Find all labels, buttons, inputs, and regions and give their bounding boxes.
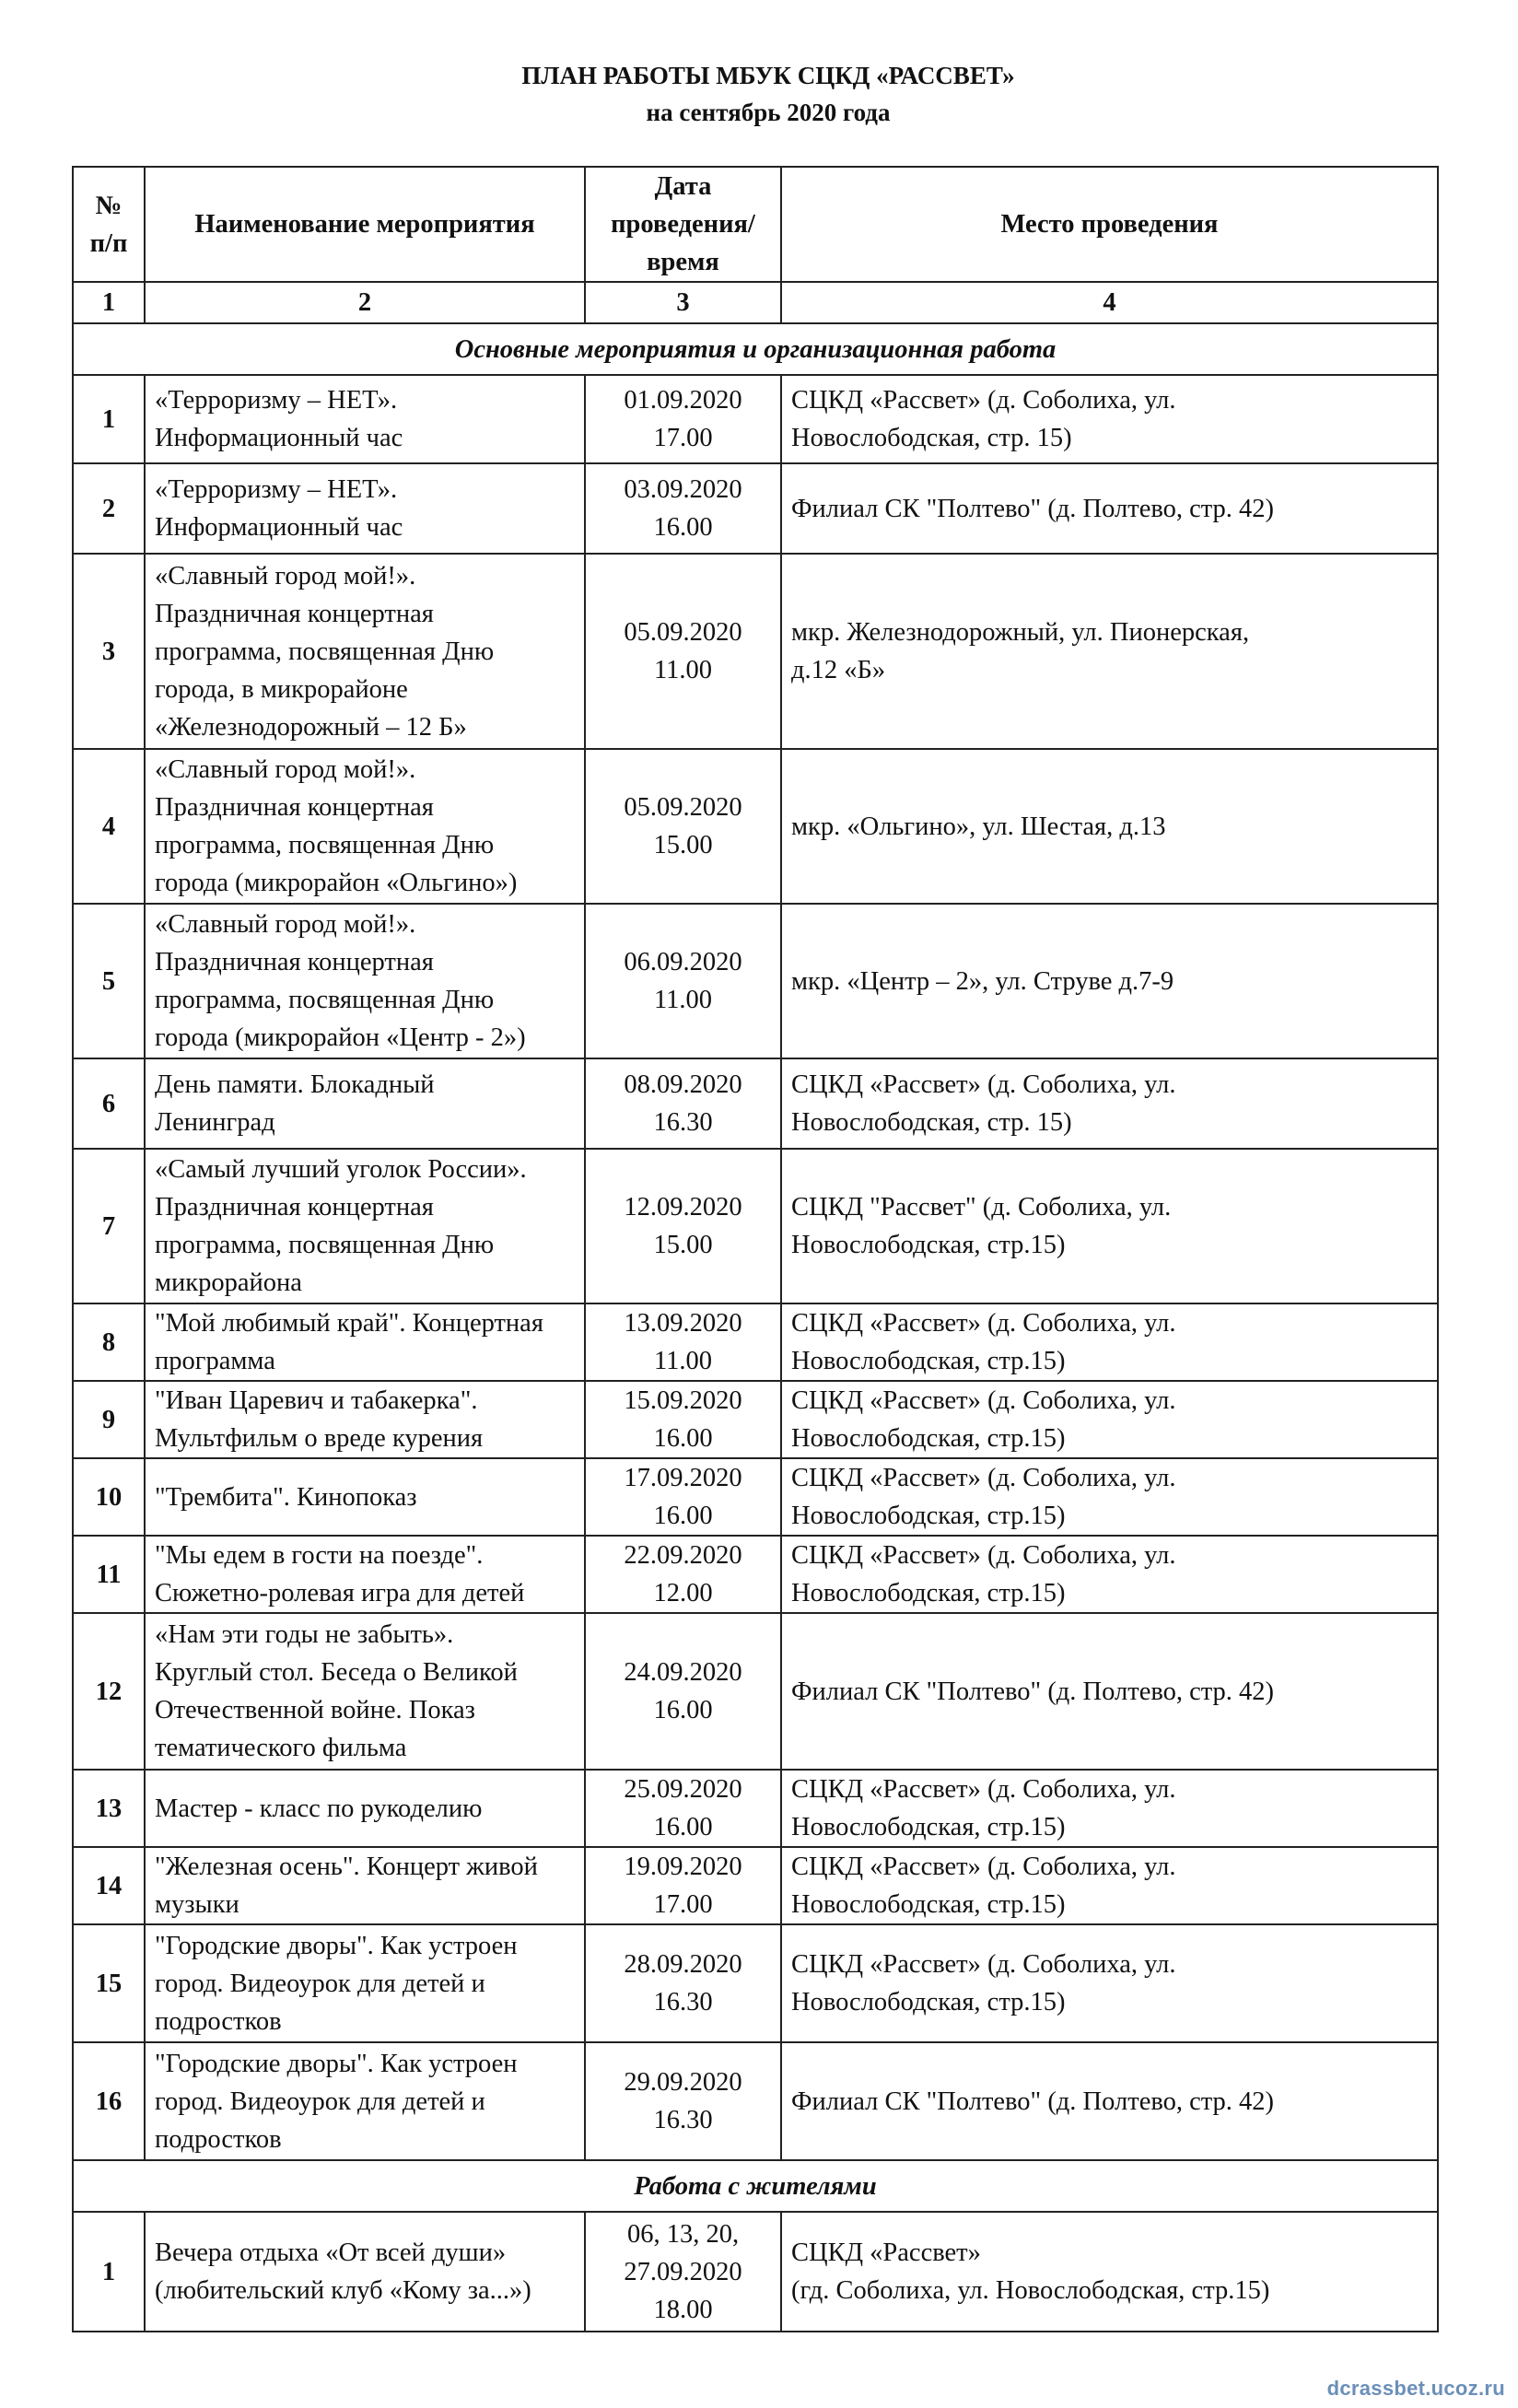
event-place: СЦКД «Рассвет» (д. Соболиха, ул. Новослободская, стр.15) [781,1770,1438,1847]
table-row [73,1058,1438,1149]
event-place: СЦКД «Рассвет» (д. Соболиха, ул. Новослободская, стр.15) [781,1536,1438,1613]
row-number: 13 [73,1770,145,1847]
table-row [73,749,1438,904]
header-row [73,167,1438,282]
event-name: «Нам эти годы не забыть». Круглый стол. Беседа о Великой Отечественной войне. Показ тематического фильма [145,1613,585,1770]
site-watermark: dcrassbet.ucoz.ru [1326,2377,1505,2400]
event-date: 24.09.2020 16.00 [585,1613,781,1770]
section-header-row [73,323,1438,375]
row-number: 5 [73,904,145,1058]
event-name: Мастер - класс по рукоделию [145,1770,585,1847]
row-number: 14 [73,1847,145,1924]
col-number: 2 [145,282,585,323]
event-place: СЦКД «Рассвет» (д. Соболиха, ул. Новослободская, стр.15) [781,1303,1438,1381]
event-date: 25.09.2020 16.00 [585,1770,781,1847]
row-number: 12 [73,1613,145,1770]
event-place: СЦКД «Рассвет» (д. Соболиха, ул. Новослободская, стр.15) [781,1924,1438,2042]
event-name: «Славный город мой!». Праздничная концертная программа, посвященная Дню города (микрорайон «Центр - 2») [145,904,585,1058]
event-place: СЦКД "Рассвет" (д. Соболиха, ул. Новослободская, стр.15) [781,1149,1438,1303]
event-name: "Городские дворы". Как устроен город. Видеоурок для детей и подростков [145,2042,585,2160]
row-number: 3 [73,554,145,749]
table-row [73,463,1438,554]
event-date: 28.09.2020 16.30 [585,1924,781,2042]
event-place: СЦКД «Рассвет» (д. Соболиха, ул. Новослободская, стр. 15) [781,1058,1438,1149]
event-name: «Терроризму – НЕТ». Информационный час [145,463,585,554]
event-name: Вечера отдыха «От всей души» (любительский клуб «Кому за...») [145,2212,585,2332]
event-name: "Мы едем в гости на поезде". Сюжетно-ролевая игра для детей [145,1536,585,1613]
event-name: «Славный город мой!». Праздничная концертная программа, посвященная Дню города (микрорайон «Ольгино») [145,749,585,904]
table-row [73,1381,1438,1458]
header-num: № п/п [73,167,145,282]
event-date: 05.09.2020 11.00 [585,554,781,749]
event-date: 17.09.2020 16.00 [585,1458,781,1536]
event-name: День памяти. Блокадный Ленинград [145,1058,585,1149]
col-number: 1 [73,282,145,323]
event-date: 08.09.2020 16.30 [585,1058,781,1149]
event-place: СЦКД «Рассвет» (д. Соболиха, ул. Новослободская, стр.15) [781,1381,1438,1458]
event-place: Филиал СК "Полтево" (д. Полтево, стр. 42) [781,1613,1438,1770]
table-row [73,1770,1438,1847]
event-date: 03.09.2020 16.00 [585,463,781,554]
table-row [73,2212,1438,2332]
row-number: 11 [73,1536,145,1613]
column-number-row [73,282,1438,323]
event-place: Филиал СК "Полтево" (д. Полтево, стр. 42) [781,2042,1438,2160]
event-place: Филиал СК "Полтево" (д. Полтево, стр. 42) [781,463,1438,554]
event-place: СЦКД «Рассвет» (д. Соболиха, ул. Новослободская, стр.15) [781,1847,1438,1924]
header-place: Место проведения [781,167,1438,282]
event-place: мкр. «Ольгино», ул. Шестая, д.13 [781,749,1438,904]
document-title [0,57,1518,131]
table-row [73,1303,1438,1381]
event-place: СЦКД «Рассвет» (д. Соболиха, ул. Новослободская, стр. 15) [781,375,1438,463]
section-title-residents: Работа с жителями [73,2160,1438,2212]
event-place: СЦКД «Рассвет» (д. Соболиха, ул. Новослободская, стр.15) [781,1458,1438,1536]
event-name: "Иван Царевич и табакерка". Мультфильм о вреде курения [145,1381,585,1458]
table-row [73,1458,1438,1536]
col-number: 3 [585,282,781,323]
title-line-1: ПЛАН РАБОТЫ МБУК СЦКД «РАССВЕТ» [521,62,1015,89]
table-row [73,375,1438,463]
section-title-main: Основные мероприятия и организационная работа [73,323,1438,375]
row-number: 9 [73,1381,145,1458]
row-number: 2 [73,463,145,554]
table-row [73,1847,1438,1924]
event-name: "Железная осень". Концерт живой музыки [145,1847,585,1924]
event-date: 15.09.2020 16.00 [585,1381,781,1458]
row-number: 7 [73,1149,145,1303]
table-row [73,1613,1438,1770]
row-number: 16 [73,2042,145,2160]
event-date: 06.09.2020 11.00 [585,904,781,1058]
events-table [72,166,1439,2332]
table-row [73,2042,1438,2160]
event-date: 12.09.2020 15.00 [585,1149,781,1303]
event-name: «Терроризму – НЕТ». Информационный час [145,375,585,463]
event-date: 29.09.2020 16.30 [585,2042,781,2160]
table-row [73,1536,1438,1613]
title-line-2: на сентябрь 2020 года [646,99,891,126]
col-number: 4 [781,282,1438,323]
event-date: 01.09.2020 17.00 [585,375,781,463]
row-number: 10 [73,1458,145,1536]
event-name: "Мой любимый край". Концертная программа [145,1303,585,1381]
event-place: мкр. «Центр – 2», ул. Струве д.7-9 [781,904,1438,1058]
row-number: 1 [73,375,145,463]
event-date: 13.09.2020 11.00 [585,1303,781,1381]
event-date: 19.09.2020 17.00 [585,1847,781,1924]
event-name: «Славный город мой!». Праздничная концертная программа, посвященная Дню города, в микрорайоне «Железнодорожный – 12 Б» [145,554,585,749]
header-date: Дата проведения/ время [585,167,781,282]
event-date: 06, 13, 20, 27.09.2020 18.00 [585,2212,781,2332]
section-header-row [73,2160,1438,2212]
row-number: 15 [73,1924,145,2042]
event-place: СЦКД «Рассвет» (гд. Соболиха, ул. Новослободская, стр.15) [781,2212,1438,2332]
row-number: 6 [73,1058,145,1149]
event-place: мкр. Железнодорожный, ул. Пионерская, д.12 «Б» [781,554,1438,749]
event-name: "Городские дворы". Как устроен город. Видеоурок для детей и подростков [145,1924,585,2042]
table-row [73,904,1438,1058]
row-number: 1 [73,2212,145,2332]
table-row [73,1149,1438,1303]
header-name: Наименование мероприятия [145,167,585,282]
event-date: 05.09.2020 15.00 [585,749,781,904]
table-row [73,554,1438,749]
table-row [73,1924,1438,2042]
event-date: 22.09.2020 12.00 [585,1536,781,1613]
row-number: 8 [73,1303,145,1381]
row-number: 4 [73,749,145,904]
event-name: «Самый лучший уголок России». Праздничная концертная программа, посвященная Дню микрорайона [145,1149,585,1303]
event-name: "Трембита". Кинопоказ [145,1458,585,1536]
